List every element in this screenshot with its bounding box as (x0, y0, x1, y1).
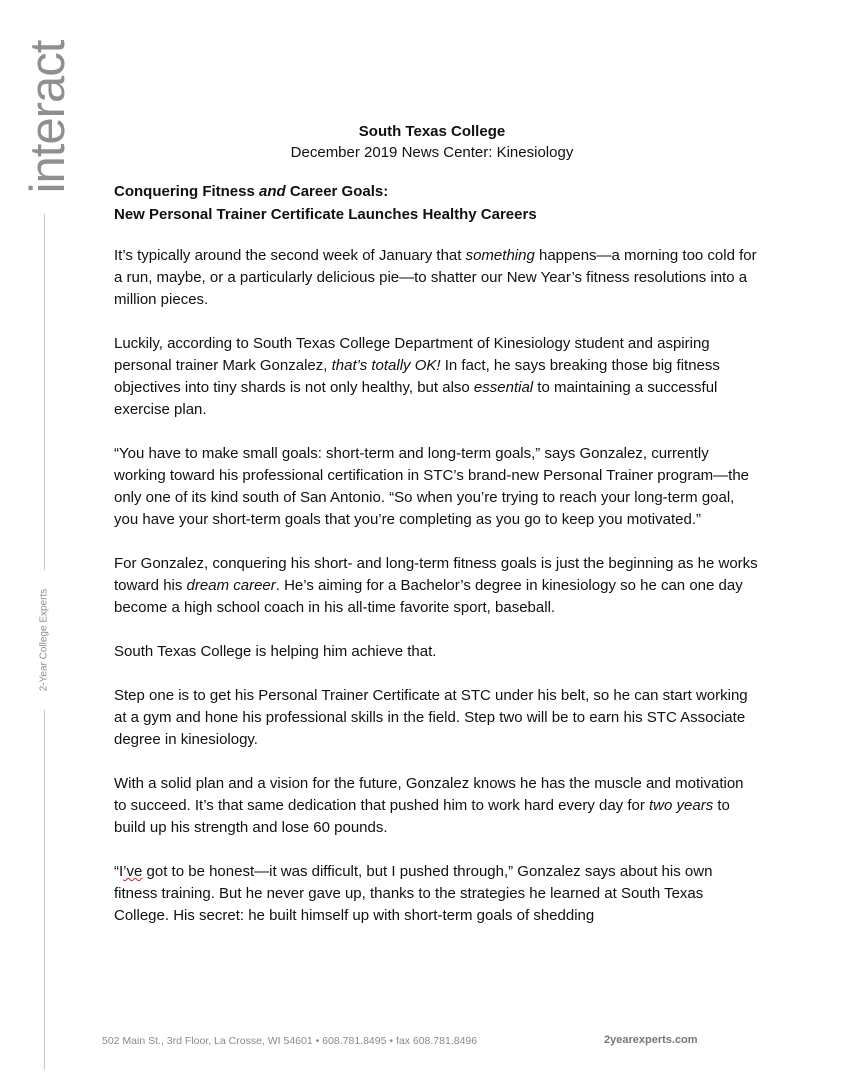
tagline-text: 2-Year College Experts (38, 588, 50, 692)
spellcheck-underline: ’ve (123, 863, 143, 880)
sidebar-tagline (36, 578, 52, 702)
interact-logo (21, 28, 75, 206)
sidebar-divider-top (44, 214, 45, 570)
paragraph-3: “You have to make small goals: short-term and long-term goals,” says Gonzalez, currently working toward his professional certification in STC’s brand-new Personal Trainer program—the only one of its kind south of San Antonio. “So when you’re trying to reach your long-term goal, you have your short-term goals that you’re completing as you go to keep you motivated.” (114, 445, 750, 528)
dateline: December 2019 News Center: Kinesiology (290, 144, 574, 161)
paragraph-2: Luckily, according to South Texas College Department of Kinesiology student and aspiring personal trainer Mark Gonzalez, that’s totally OK! In fact, he says breaking those big fitness objectives into tiny shards is not only healthy, but also essential to maintaining a successful exercise plan. (114, 335, 720, 418)
article-headline (114, 180, 754, 226)
paragraph-5: South Texas College is helping him achieve that. (114, 643, 437, 660)
sidebar-divider-bottom (44, 710, 45, 1070)
paragraph-1: It’s typically around the second week of January that something happens—a morning too cold for a run, maybe, or a particularly delicious pie—to shatter our New Year’s fitness resolutions into a million pieces. (114, 247, 757, 308)
paragraph-4: For Gonzalez, conquering his short- and long-term fitness goals is just the beginning as he works toward his dream career. He’s aiming for a Bachelor’s degree in kinesiology so he can one day become a high school coach in his all-time favorite sport, baseball. (114, 555, 758, 616)
paragraph-6: Step one is to get his Personal Trainer Certificate at STC under his belt, so he can start working at a gym and hone his professional skills in the field. Step two will be to earn his STC Associate degree in kinesiology. (114, 687, 748, 748)
logo-text: interact (21, 40, 75, 194)
paragraph-8: “I’ve got to be honest—it was difficult, but I pushed through,” Gonzalez says about his own fitness training. But he never gave up, thanks to the strategies he learned at South Texas College. His secret: he built himself up with short-term goals of shedding (114, 863, 713, 924)
school-name: South Texas College (358, 123, 506, 140)
article-body (114, 245, 759, 949)
document-header (114, 121, 750, 163)
paragraph-7: With a solid plan and a vision for the future, Gonzalez knows he has the muscle and motivation to succeed. It’s that same dedication that pushed him to work hard every day for two years to build up his strength and lose 60 pounds. (114, 775, 744, 836)
headline-line-1: Conquering Fitness and Career Goals: (114, 183, 389, 200)
footer-address: 502 Main St., 3rd Floor, La Crosse, WI 54601 • 608.781.8495 • fax 608.781.8496 (102, 1035, 478, 1047)
headline-line-2: New Personal Trainer Certificate Launches Healthy Careers (114, 206, 537, 223)
footer-website: 2yearexperts.com (604, 1034, 698, 1046)
